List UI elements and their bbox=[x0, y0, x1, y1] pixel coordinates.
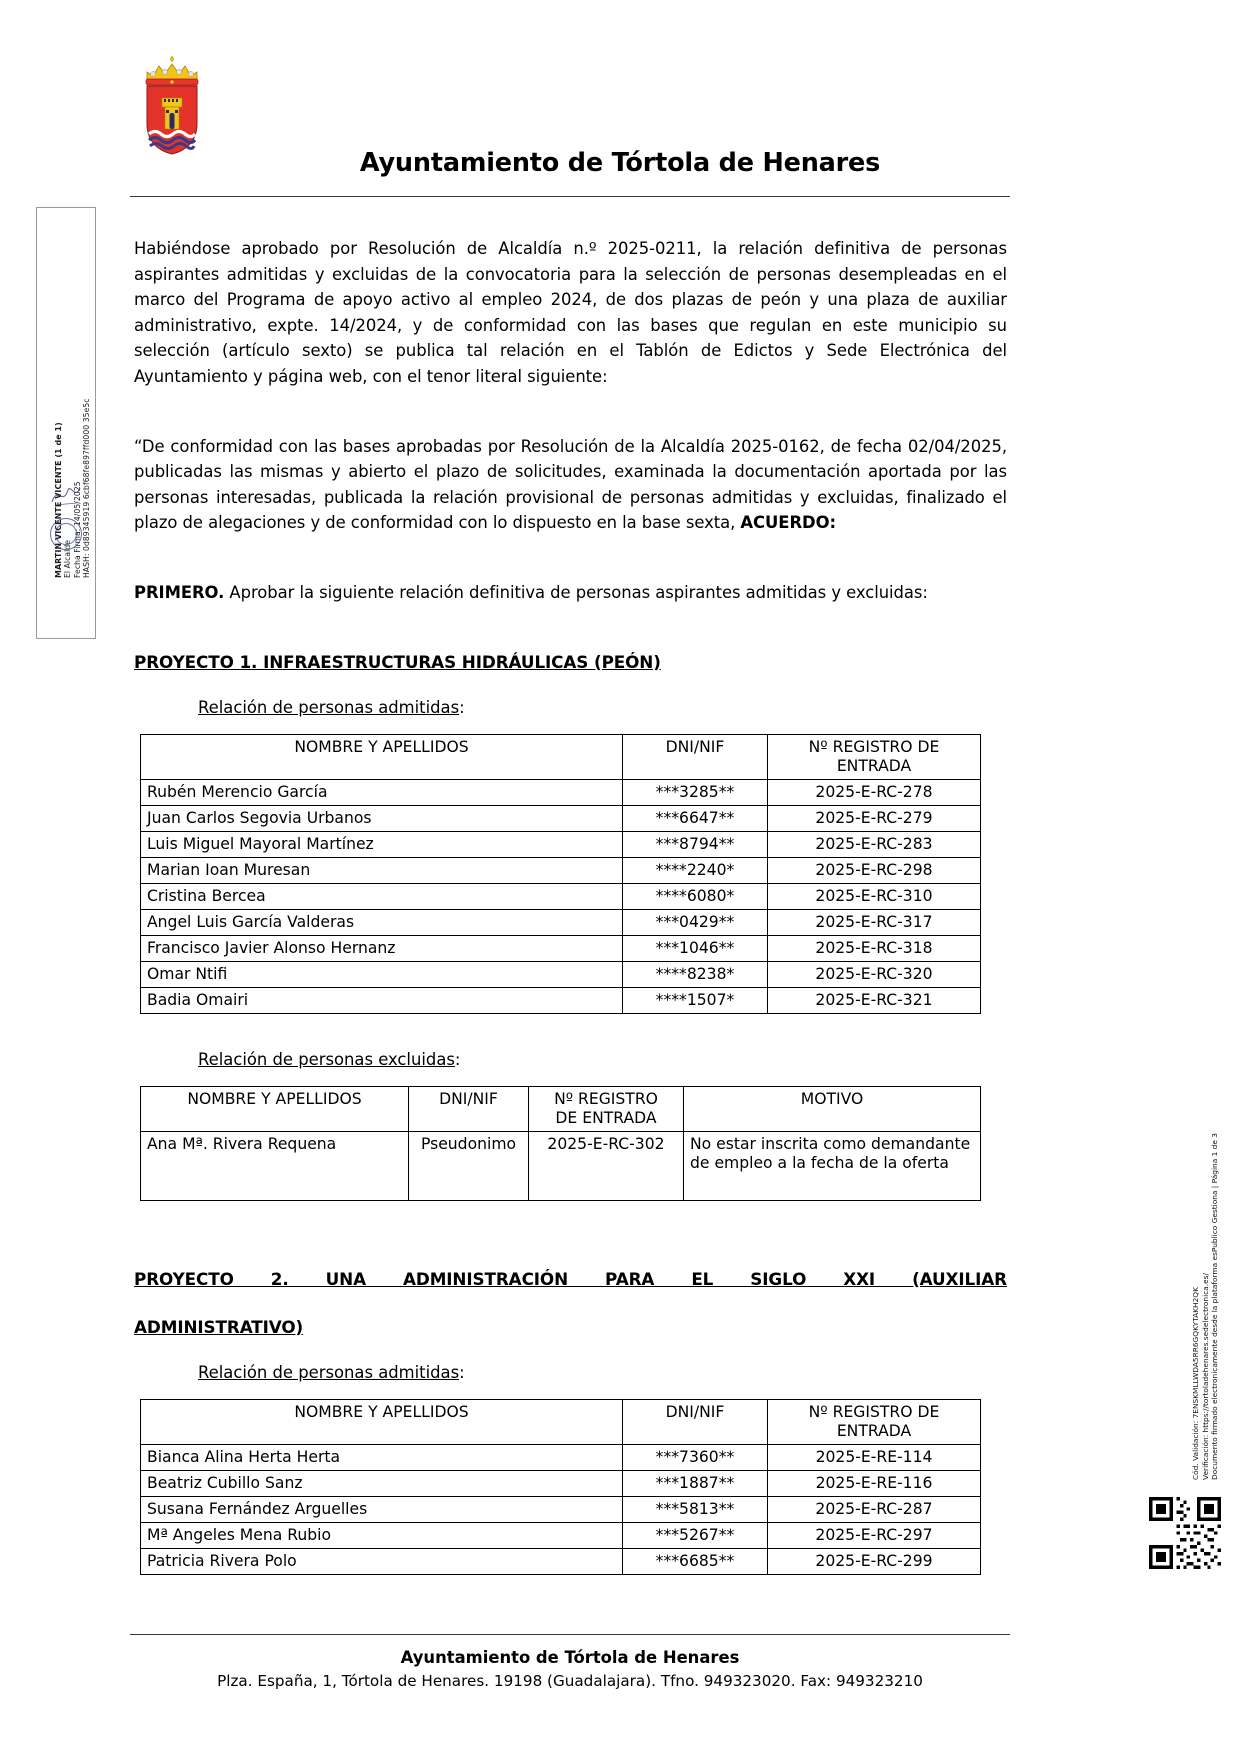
cell-registro: 2025-E-RC-320 bbox=[768, 961, 981, 987]
cell-registro: 2025-E-RC-287 bbox=[768, 1496, 981, 1522]
cell-dni: Pseudonimo bbox=[409, 1131, 529, 1200]
project2-admitted-label-colon: : bbox=[459, 1362, 465, 1382]
cell-dni: ***1887** bbox=[623, 1470, 768, 1496]
quote-paragraph bbox=[134, 434, 1007, 536]
coat-of-arms-icon bbox=[133, 50, 211, 156]
signature-sidebar bbox=[36, 207, 96, 639]
project1-admitted-label-text: Relación de personas admitidas bbox=[198, 697, 460, 717]
cell-nombre: Luis Miguel Mayoral Martínez bbox=[141, 831, 623, 857]
project1-admitted-label-colon: : bbox=[459, 697, 465, 717]
cell-dni: ***1046** bbox=[623, 935, 768, 961]
acuerdo-label: ACUERDO: bbox=[740, 513, 836, 533]
cell-dni: ***5813** bbox=[623, 1496, 768, 1522]
qr-code-icon bbox=[1149, 1497, 1221, 1569]
column-header-registro-line1: Nº REGISTRO bbox=[554, 1089, 658, 1108]
cell-registro: 2025-E-RC-297 bbox=[768, 1522, 981, 1548]
table-row bbox=[141, 909, 981, 935]
project2-heading bbox=[134, 1267, 1007, 1339]
table-row bbox=[141, 987, 981, 1013]
table-row bbox=[141, 831, 981, 857]
cell-nombre: Rubén Merencio García bbox=[141, 779, 623, 805]
footer-divider bbox=[130, 1634, 1010, 1635]
cell-dni: ***8794** bbox=[623, 831, 768, 857]
cell-registro: 2025-E-RC-299 bbox=[768, 1548, 981, 1574]
cell-nombre: Angel Luis García Valderas bbox=[141, 909, 623, 935]
column-header-nombre: NOMBRE Y APELLIDOS bbox=[141, 1086, 409, 1131]
cell-registro: 2025-E-RC-310 bbox=[768, 883, 981, 909]
cell-dni: ***3285** bbox=[623, 779, 768, 805]
project1-excluded-body bbox=[141, 1131, 981, 1200]
cell-registro: 2025-E-RC-283 bbox=[768, 831, 981, 857]
project1-excluded-label-text: Relación de personas excluidas bbox=[198, 1049, 455, 1069]
page-footer bbox=[130, 1646, 1010, 1692]
cell-nombre: Susana Fernández Arguelles bbox=[141, 1496, 623, 1522]
primero-text: Aprobar la siguiente relación definitiva de personas aspirantes admitidas y excluidas: bbox=[224, 582, 928, 602]
cell-registro: 2025-E-RC-279 bbox=[768, 805, 981, 831]
cell-nombre: Ana Mª. Rivera Requena bbox=[141, 1131, 409, 1200]
column-header-dni: DNI/NIF bbox=[623, 734, 768, 779]
document-body bbox=[134, 236, 1007, 1575]
project1-admitted-label bbox=[134, 696, 1007, 720]
table-row bbox=[141, 779, 981, 805]
column-header-dni: DNI/NIF bbox=[623, 1399, 768, 1444]
cell-dni: ***6647** bbox=[623, 805, 768, 831]
table-row bbox=[141, 805, 981, 831]
project2-heading-line2: ADMINISTRATIVO) bbox=[134, 1316, 304, 1337]
table-row bbox=[141, 857, 981, 883]
cell-nombre: Cristina Bercea bbox=[141, 883, 623, 909]
project1-heading: PROYECTO 1. INFRAESTRUCTURAS HIDRÁULICAS (PEÓN) bbox=[134, 651, 661, 672]
cell-registro: 2025-E-RC-318 bbox=[768, 935, 981, 961]
signer-role: El Alcalde bbox=[63, 539, 73, 578]
cell-dni: ***7360** bbox=[623, 1444, 768, 1470]
cell-registro: 2025-E-RE-114 bbox=[768, 1444, 981, 1470]
cell-nombre: Omar Ntifi bbox=[141, 961, 623, 987]
platform-note: Documento firmado electronicamente desde la plataforma esPublico Gestiona | Página 1 de 3 bbox=[1210, 1133, 1220, 1480]
project2-admitted-body bbox=[141, 1444, 981, 1574]
table-row bbox=[141, 961, 981, 987]
column-header-registro: Nº REGISTRO DE ENTRADA bbox=[768, 1399, 981, 1444]
table-row bbox=[141, 883, 981, 909]
handwritten-signature-icon bbox=[49, 482, 83, 508]
footer-address: Plza. España, 1, Tórtola de Henares. 19198 (Guadalajara). Tfno. 949323020. Fax: 949323210 bbox=[217, 1672, 923, 1690]
intro-paragraph: Habiéndose aprobado por Resolución de Alcaldía n.º 2025-0211, la relación definitiva de personas aspirantes admitidas y excluidas de la convocatoria para la selección de personas desempleadas en el marco del Programa de apoyo activo al empleo 2024, de dos plazas de peón y una plaza de auxiliar administrativo, expte. 14/2024, y de conformidad con las bases que regulan en este municipio su selección (artículo sexto) se publica tal relación en el Tablón de Edictos y Sede Electrónica del Ayuntamiento y página web, con el tenor literal siguiente: bbox=[134, 239, 1007, 386]
signature-date: Fecha Firma: 14/05/2025 bbox=[72, 481, 82, 578]
cell-motivo: No estar inscrita como demandante de empleo a la fecha de la oferta bbox=[684, 1131, 981, 1200]
cell-nombre: Marian Ioan Muresan bbox=[141, 857, 623, 883]
column-header-registro-line2: DE ENTRADA bbox=[555, 1108, 657, 1127]
table-row bbox=[141, 1470, 981, 1496]
column-header-motivo: MOTIVO bbox=[684, 1086, 981, 1131]
project2-admitted-label-text: Relación de personas admitidas bbox=[198, 1362, 460, 1382]
primero-paragraph bbox=[134, 580, 1007, 606]
cell-registro: 2025-E-RC-278 bbox=[768, 779, 981, 805]
cell-dni: ***0429** bbox=[623, 909, 768, 935]
project1-admitted-table bbox=[140, 734, 981, 1014]
table-header-row bbox=[141, 734, 981, 779]
table-row bbox=[141, 1131, 981, 1200]
table-row bbox=[141, 1522, 981, 1548]
cell-nombre: Juan Carlos Segovia Urbanos bbox=[141, 805, 623, 831]
cell-nombre: Patricia Rivera Polo bbox=[141, 1548, 623, 1574]
column-header-registro: Nº REGISTRO DE ENTRADA bbox=[768, 734, 981, 779]
project1-excluded-label bbox=[134, 1048, 1007, 1072]
column-header-registro bbox=[529, 1086, 684, 1131]
table-row bbox=[141, 1444, 981, 1470]
project2-admitted-label bbox=[134, 1361, 1007, 1385]
cell-dni: ****1507* bbox=[623, 987, 768, 1013]
verification-url: Verificación: https://tortoladehenares.sedelectronica.es/ bbox=[1200, 1273, 1210, 1480]
cell-nombre: Bianca Alina Herta Herta bbox=[141, 1444, 623, 1470]
cell-nombre: Beatriz Cubillo Sanz bbox=[141, 1470, 623, 1496]
signer-name: MARTIN VICENTE VICENTE (1 de 1) bbox=[54, 422, 64, 578]
table-row bbox=[141, 1548, 981, 1574]
cell-dni: ****2240* bbox=[623, 857, 768, 883]
primero-label: PRIMERO. bbox=[134, 582, 225, 602]
column-header-nombre: NOMBRE Y APELLIDOS bbox=[141, 1399, 623, 1444]
cell-nombre: Francisco Javier Alonso Hernanz bbox=[141, 935, 623, 961]
quote-text: “De conformidad con las bases aprobadas por Resolución de la Alcaldía 2025-0162, de fecha 02/04/2025, publicadas las mismas y abierto el plazo de solicitudes, examinada la documentación aportada por las personas interesadas, publicada la relación provisional de personas admitidas y excluidas, finalizado el plazo de alegaciones y de conformidad con lo dispuesto en la base sexta, bbox=[134, 436, 1007, 533]
header-divider bbox=[130, 196, 1010, 197]
footer-org-name: Ayuntamiento de Tórtola de Henares bbox=[400, 1648, 740, 1667]
cell-registro: 2025-E-RC-317 bbox=[768, 909, 981, 935]
table-header-row bbox=[141, 1399, 981, 1444]
cell-registro: 2025-E-RC-298 bbox=[768, 857, 981, 883]
cell-registro: 2025-E-RC-302 bbox=[529, 1131, 684, 1200]
cell-dni: ***6685** bbox=[623, 1548, 768, 1574]
official-seal-icon bbox=[50, 518, 82, 550]
cell-nombre: Mª Angeles Mena Rubio bbox=[141, 1522, 623, 1548]
column-header-nombre: NOMBRE Y APELLIDOS bbox=[141, 734, 623, 779]
signature-hash: HASH: 0d89345919 6cbf68fe897ffd000 35e5c bbox=[81, 398, 91, 578]
project1-excluded-table bbox=[140, 1086, 981, 1201]
project1-excluded-label-colon: : bbox=[454, 1049, 461, 1069]
table-row bbox=[141, 935, 981, 961]
validation-code: Cód. Validación: 7ENSKMLLWDA5RR6GQKYTAKH2QK bbox=[1191, 1287, 1200, 1480]
cell-registro: 2025-E-RC-321 bbox=[768, 987, 981, 1013]
cell-dni: ****6080* bbox=[623, 883, 768, 909]
cell-dni: ****8238* bbox=[623, 961, 768, 987]
cell-nombre: Badia Omairi bbox=[141, 987, 623, 1013]
project1-admitted-body bbox=[141, 779, 981, 1013]
project2-admitted-table bbox=[140, 1399, 981, 1575]
cell-dni: ***5267** bbox=[623, 1522, 768, 1548]
column-header-dni: DNI/NIF bbox=[409, 1086, 529, 1131]
verification-sidebar bbox=[1191, 960, 1221, 1480]
signature-rotated-block bbox=[37, 208, 95, 638]
verification-rotated-block bbox=[1191, 960, 1221, 1480]
project2-heading-line1: PROYECTO 2. UNA ADMINISTRACIÓN PARA EL SIGLO XXI (AUXILIAR bbox=[134, 1268, 1007, 1289]
table-row bbox=[141, 1496, 981, 1522]
table-header-row bbox=[141, 1086, 981, 1131]
page-title: Ayuntamiento de Tórtola de Henares bbox=[359, 148, 881, 178]
cell-registro: 2025-E-RE-116 bbox=[768, 1470, 981, 1496]
